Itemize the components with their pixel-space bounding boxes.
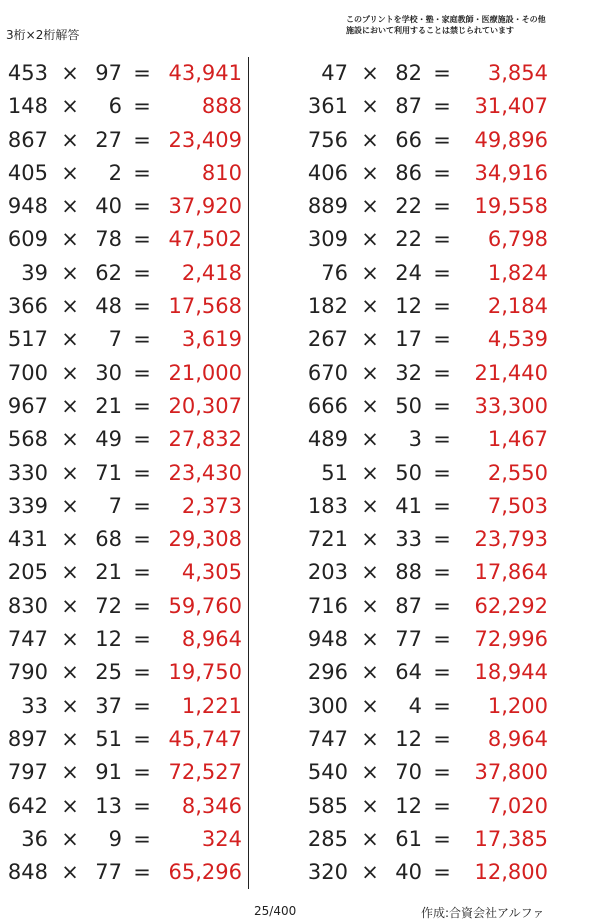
equals-sign: = [433,460,451,485]
multiplier: 50 [395,460,422,485]
multiplier: 12 [395,294,422,319]
multiplier: 17 [395,327,422,352]
times-sign: × [61,160,79,185]
times-sign: × [61,860,79,885]
equals-sign: = [133,360,151,385]
multiplier: 12 [395,726,422,751]
equals-sign: = [433,860,451,885]
times-sign: × [61,94,79,119]
answer: 19,750 [168,660,242,685]
multiplicand: 568 [7,427,48,452]
answer: 65,296 [168,860,242,885]
answer: 49,896 [474,127,548,152]
answer: 33,300 [474,393,548,418]
answer: 1,824 [487,260,548,285]
multiplier: 37 [95,693,122,718]
times-sign: × [61,527,79,552]
multiplicand: 205 [7,560,48,585]
multiplicand: 366 [7,294,48,319]
multiplier: 86 [395,160,422,185]
multiplier: 12 [395,793,422,818]
equals-sign: = [433,127,451,152]
answer: 8,346 [181,793,242,818]
multiplicand: 609 [7,227,48,252]
equals-sign: = [133,593,151,618]
answer: 23,793 [474,527,548,552]
times-sign: × [61,294,79,319]
multiplicand: 756 [307,127,348,152]
answer: 888 [201,94,242,119]
multiplier: 13 [95,793,122,818]
equals-sign: = [133,660,151,685]
equals-sign: = [433,560,451,585]
multiplicand: 889 [307,194,348,219]
answer: 8,964 [487,726,548,751]
times-sign: × [61,327,79,352]
multiplier: 48 [95,294,122,319]
multiplier: 22 [395,194,422,219]
multiplicand: 747 [307,726,348,751]
multiplicand: 453 [7,61,48,85]
times-sign: × [361,327,379,352]
equals-sign: = [433,627,451,652]
answer: 7,503 [487,493,548,518]
equals-sign: = [133,94,151,119]
equals-sign: = [133,327,151,352]
multiplier: 41 [395,493,422,518]
times-sign: × [61,194,79,219]
multiplicand: 540 [307,760,348,785]
multiplicand: 148 [7,94,48,119]
times-sign: × [361,560,379,585]
answer: 43,941 [168,61,242,85]
multiplier: 61 [395,826,422,851]
multiplicand: 642 [7,793,48,818]
multiplicand: 967 [7,393,48,418]
times-sign: × [361,360,379,385]
equals-sign: = [433,294,451,319]
times-sign: × [361,194,379,219]
equals-sign: = [133,460,151,485]
multiplier: 33 [395,527,422,552]
page-title: 3桁×2桁解答 [6,28,80,42]
answer: 59,760 [168,593,242,618]
multiplicand: 339 [7,493,48,518]
multiplier: 64 [395,660,422,685]
times-sign: × [361,793,379,818]
equals-sign: = [433,826,451,851]
times-sign: × [61,460,79,485]
multiplicand: 47 [321,61,348,85]
times-sign: × [361,627,379,652]
multiplicand: 721 [307,527,348,552]
multiplicand: 296 [307,660,348,685]
multiplier: 30 [95,360,122,385]
times-sign: × [61,560,79,585]
answer: 21,000 [168,360,242,385]
multiplier: 49 [95,427,122,452]
equals-sign: = [433,660,451,685]
equals-sign: = [133,160,151,185]
multiplier: 77 [95,860,122,885]
multiplicand: 330 [7,460,48,485]
answer: 27,832 [168,427,242,452]
times-sign: × [361,294,379,319]
multiplicand: 320 [307,860,348,885]
multiplicand: 267 [307,327,348,352]
multiplicand: 76 [321,260,348,285]
notice-line-1: このプリントを学校・塾・家庭教師・医療施設・その他 [346,15,546,24]
answer: 1,200 [487,693,548,718]
multiplier: 51 [95,726,122,751]
equals-sign: = [433,527,451,552]
equals-sign: = [433,393,451,418]
multiplier: 82 [395,61,422,85]
multiplier: 50 [395,393,422,418]
multiplier: 32 [395,360,422,385]
multiplicand: 33 [21,693,48,718]
answer: 37,800 [474,760,548,785]
multiplier: 77 [395,627,422,652]
times-sign: × [361,660,379,685]
answer: 324 [201,826,242,851]
multiplicand: 361 [307,94,348,119]
answer: 17,385 [474,826,548,851]
multiplier: 2 [108,160,122,185]
multiplicand: 489 [307,427,348,452]
equals-sign: = [133,560,151,585]
multiplier: 6 [108,94,122,119]
times-sign: × [61,693,79,718]
multiplicand: 285 [307,826,348,851]
multiplier: 87 [395,94,422,119]
answer: 72,527 [168,760,242,785]
author-credit: 作成:合資会社アルファ [421,906,545,920]
times-sign: × [61,427,79,452]
multiplicand: 405 [7,160,48,185]
answer: 6,798 [487,227,548,252]
answer: 2,184 [487,294,548,319]
answer: 3,854 [487,61,548,85]
answer: 8,964 [181,627,242,652]
multiplier: 70 [395,760,422,785]
answer: 23,430 [168,460,242,485]
multiplier: 71 [95,460,122,485]
equals-sign: = [133,693,151,718]
equals-sign: = [433,793,451,818]
equals-sign: = [133,527,151,552]
equals-sign: = [133,127,151,152]
multiplier: 21 [95,560,122,585]
answer: 4,539 [487,327,548,352]
equals-sign: = [433,726,451,751]
multiplier: 72 [95,593,122,618]
usage-notice [346,14,606,36]
times-sign: × [361,94,379,119]
multiplicand: 431 [7,527,48,552]
times-sign: × [61,726,79,751]
multiplicand: 848 [7,860,48,885]
times-sign: × [61,493,79,518]
times-sign: × [361,427,379,452]
multiplicand: 183 [307,493,348,518]
times-sign: × [361,527,379,552]
page-number: 25/400 [254,904,297,918]
multiplicand: 867 [7,127,48,152]
answer: 810 [201,160,242,185]
multiplier: 27 [95,127,122,152]
times-sign: × [61,793,79,818]
times-sign: × [61,660,79,685]
times-sign: × [361,860,379,885]
multiplicand: 309 [307,227,348,252]
multiplier: 40 [395,860,422,885]
multiplicand: 897 [7,726,48,751]
times-sign: × [361,826,379,851]
answer: 17,864 [474,560,548,585]
equals-sign: = [133,826,151,851]
multiplier: 7 [108,327,122,352]
answer: 31,407 [474,94,548,119]
equals-sign: = [433,194,451,219]
multiplier: 9 [108,826,122,851]
equals-sign: = [433,61,451,85]
times-sign: × [361,61,379,85]
multiplier: 4 [408,693,422,718]
equals-sign: = [433,160,451,185]
column-divider [248,57,249,889]
multiplier: 40 [95,194,122,219]
answer: 47,502 [168,227,242,252]
equals-sign: = [433,327,451,352]
multiplicand: 716 [307,593,348,618]
equals-sign: = [133,793,151,818]
answer: 62,292 [474,593,548,618]
equals-sign: = [433,360,451,385]
times-sign: × [361,127,379,152]
multiplicand: 948 [307,627,348,652]
times-sign: × [361,227,379,252]
multiplicand: 36 [21,826,48,851]
multiplier: 87 [395,593,422,618]
times-sign: × [61,393,79,418]
times-sign: × [361,726,379,751]
multiplier: 3 [408,427,422,452]
times-sign: × [61,627,79,652]
multiplier: 12 [95,627,122,652]
multiplicand: 670 [307,360,348,385]
multiplicand: 700 [7,360,48,385]
answer: 21,440 [474,360,548,385]
multiplier: 68 [95,527,122,552]
answer: 23,409 [168,127,242,152]
answer: 12,800 [474,860,548,885]
answer: 20,307 [168,393,242,418]
multiplicand: 747 [7,627,48,652]
equals-sign: = [433,693,451,718]
equals-sign: = [133,260,151,285]
answer: 72,996 [474,627,548,652]
multiplicand: 39 [21,260,48,285]
times-sign: × [61,61,79,85]
equals-sign: = [433,94,451,119]
multiplicand: 300 [307,693,348,718]
multiplicand: 182 [307,294,348,319]
times-sign: × [361,260,379,285]
answer: 2,418 [181,260,242,285]
equals-sign: = [133,860,151,885]
equals-sign: = [433,427,451,452]
times-sign: × [61,826,79,851]
equals-sign: = [433,260,451,285]
multiplier: 88 [395,560,422,585]
answer: 1,221 [181,693,242,718]
equals-sign: = [133,194,151,219]
equals-sign: = [133,627,151,652]
multiplier: 7 [108,493,122,518]
answer: 2,373 [181,493,242,518]
answer: 3,619 [181,327,242,352]
multiplicand: 585 [307,793,348,818]
multiplier: 24 [395,260,422,285]
times-sign: × [61,760,79,785]
notice-line-2: 施設において利用することは禁じられています [346,26,514,35]
answer: 18,944 [474,660,548,685]
times-sign: × [61,227,79,252]
answer: 19,558 [474,194,548,219]
equals-sign: = [133,294,151,319]
times-sign: × [361,493,379,518]
times-sign: × [361,393,379,418]
answer: 45,747 [168,726,242,751]
times-sign: × [61,127,79,152]
equals-sign: = [133,493,151,518]
equals-sign: = [133,393,151,418]
multiplicand: 790 [7,660,48,685]
answer: 4,305 [181,560,242,585]
multiplicand: 797 [7,760,48,785]
equals-sign: = [133,61,151,85]
answer: 34,916 [474,160,548,185]
answer: 37,920 [168,194,242,219]
multiplier: 66 [395,127,422,152]
equals-sign: = [433,593,451,618]
answer: 1,467 [487,427,548,452]
equals-sign: = [433,760,451,785]
multiplier: 62 [95,260,122,285]
multiplier: 22 [395,227,422,252]
answer: 7,020 [487,793,548,818]
equals-sign: = [133,726,151,751]
equals-sign: = [133,427,151,452]
times-sign: × [361,593,379,618]
multiplicand: 830 [7,593,48,618]
times-sign: × [61,260,79,285]
multiplicand: 666 [307,393,348,418]
times-sign: × [361,693,379,718]
equals-sign: = [133,760,151,785]
times-sign: × [361,460,379,485]
multiplier: 97 [95,61,122,85]
answer: 2,550 [487,460,548,485]
multiplicand: 203 [307,560,348,585]
equals-sign: = [133,227,151,252]
equals-sign: = [433,493,451,518]
multiplicand: 948 [7,194,48,219]
multiplicand: 406 [307,160,348,185]
answer: 29,308 [168,527,242,552]
answer: 17,568 [168,294,242,319]
multiplier: 25 [95,660,122,685]
multiplier: 78 [95,227,122,252]
multiplier: 21 [95,393,122,418]
equals-sign: = [433,227,451,252]
times-sign: × [361,160,379,185]
multiplier: 91 [95,760,122,785]
times-sign: × [361,760,379,785]
multiplicand: 51 [321,460,348,485]
multiplicand: 517 [7,327,48,352]
times-sign: × [61,360,79,385]
times-sign: × [61,593,79,618]
